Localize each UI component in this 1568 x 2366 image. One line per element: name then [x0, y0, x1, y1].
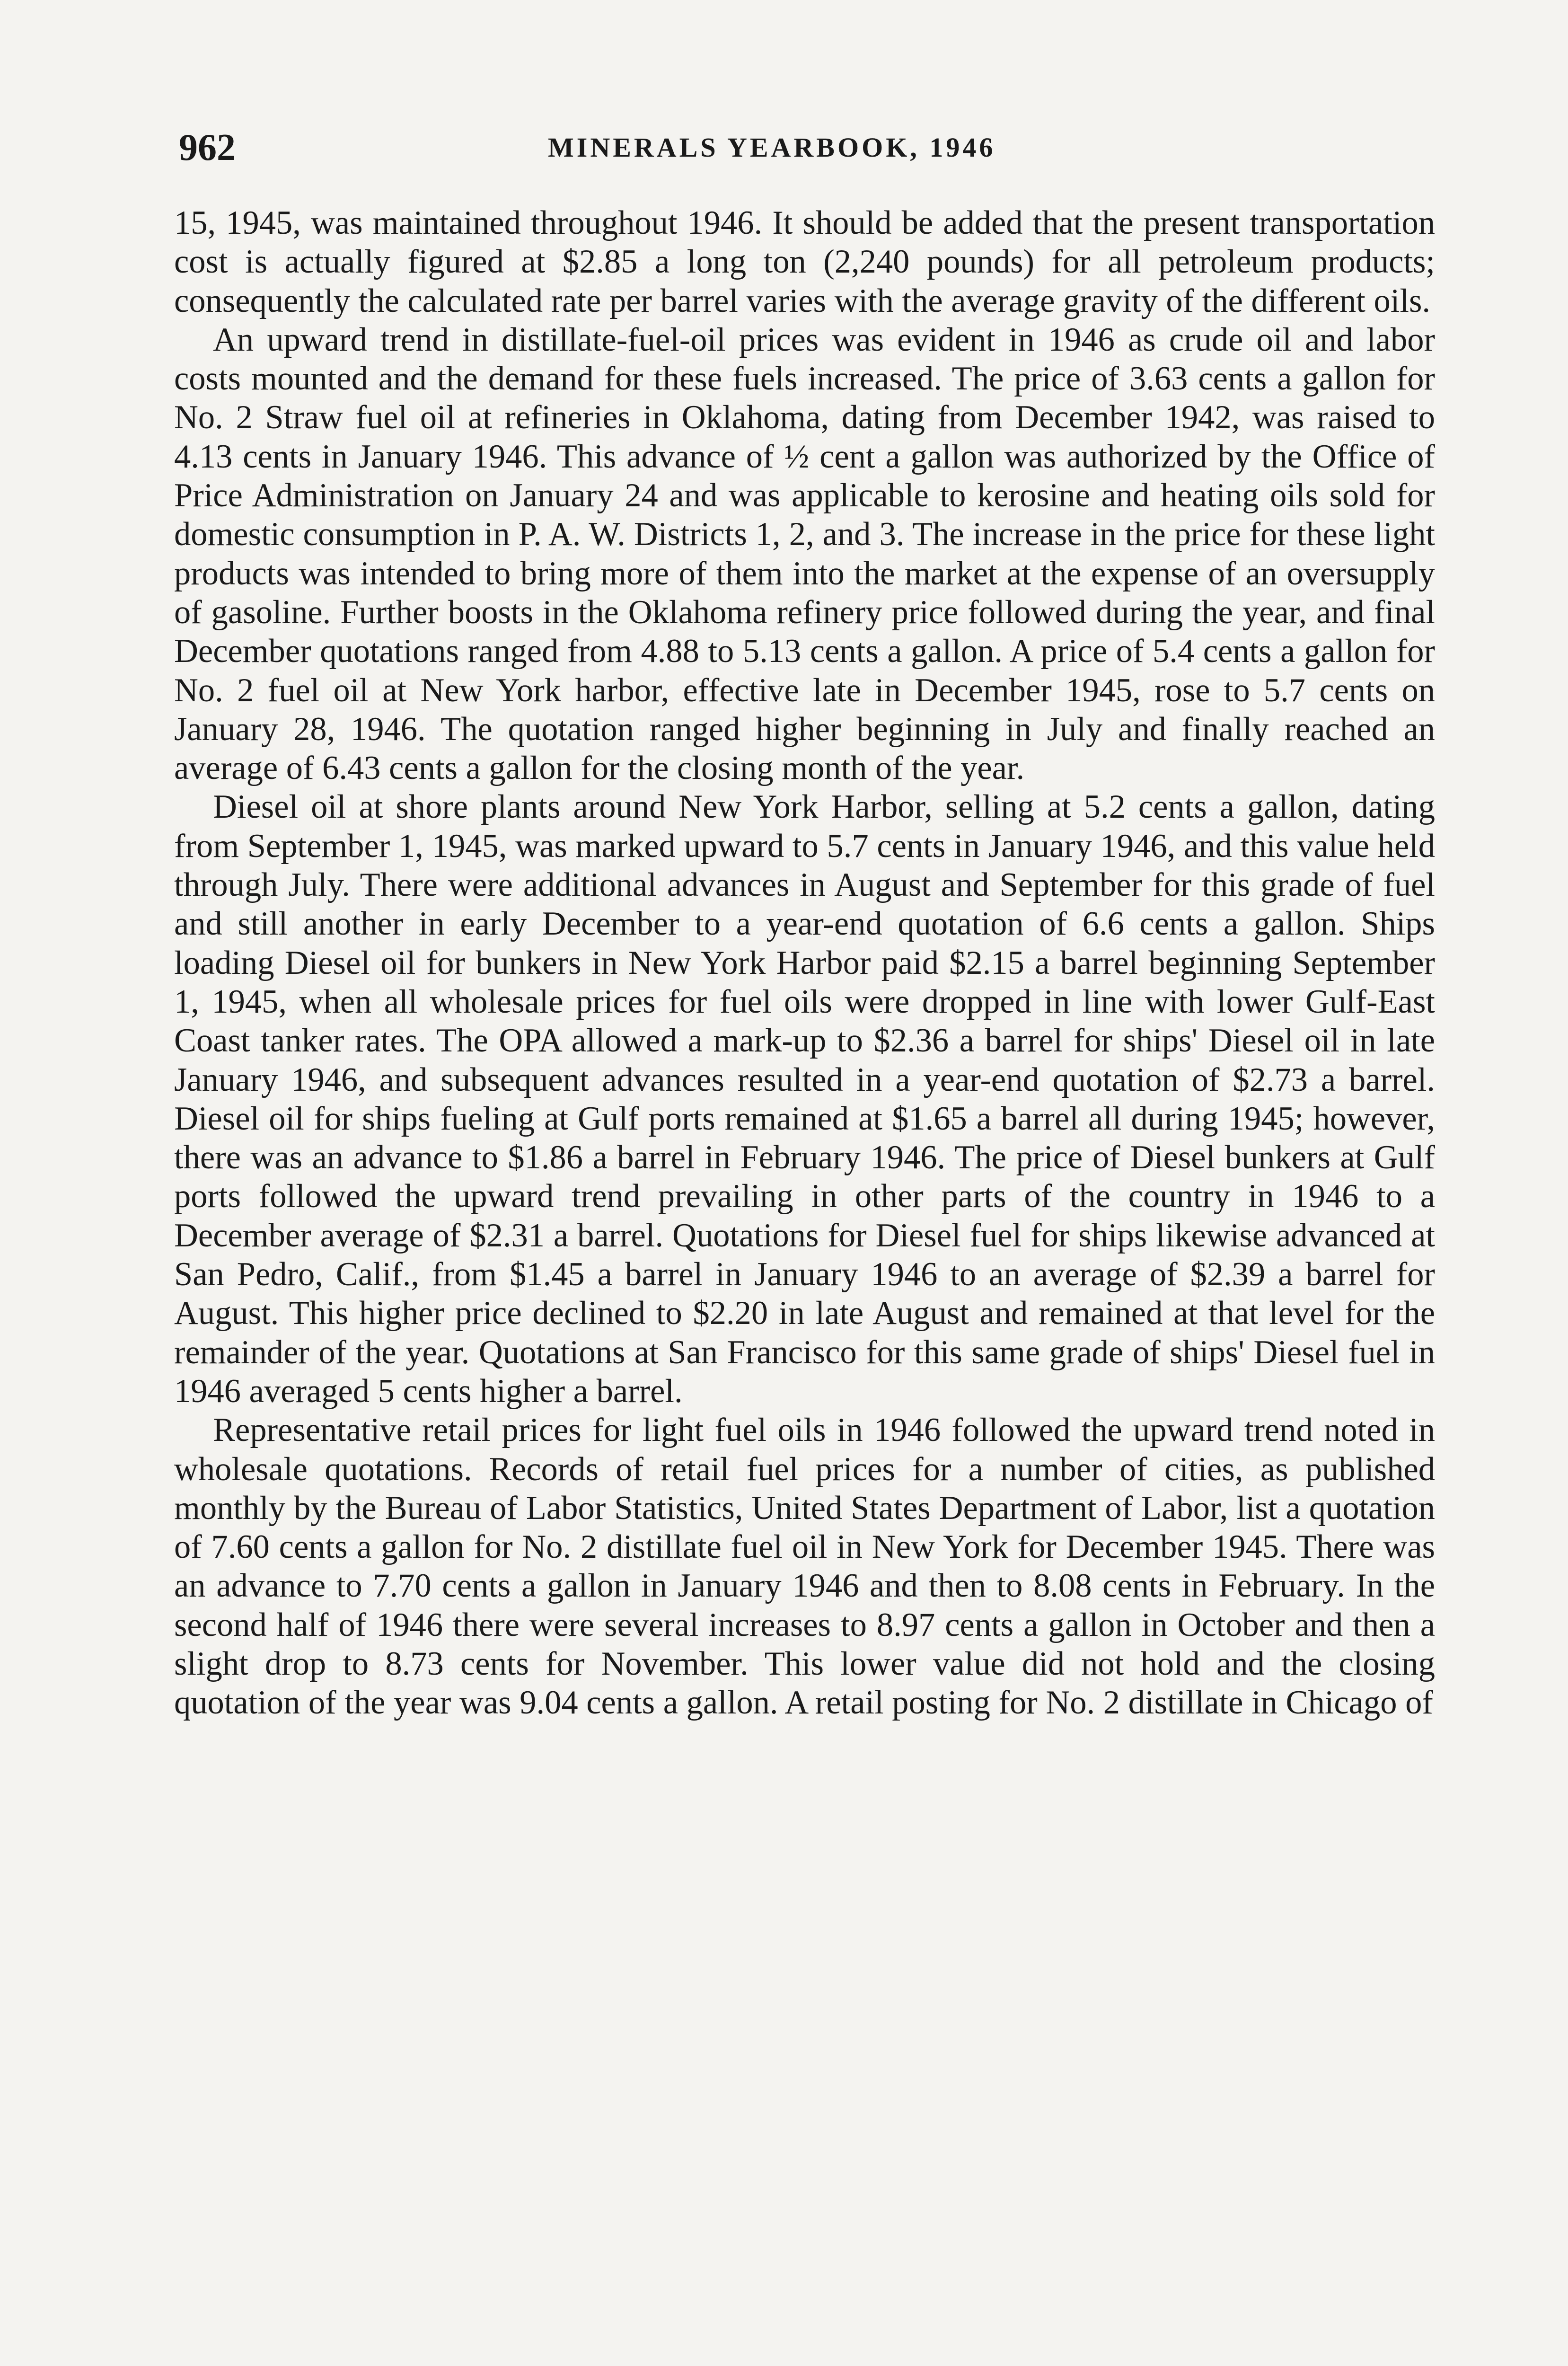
running-head: [179, 124, 1418, 171]
paragraph-continuation: 15, 1945, was maintained throughout 1946. It should be added that the present transportation cost is actually figured at $2.85 a long ton (2,240 pounds) for all petroleum products; consequently the calculated rate per barrel varies with the average gravity of the different oils.: [174, 204, 1435, 319]
paragraph-distillate-prices: An upward trend in distillate-fuel-oil prices was evident in 1946 as crude oil and labor costs mounted and the demand for these fuels increased. The price of 3.63 cents a gallon for No. 2 Straw fuel oil at refineries in Oklahoma, dating from December 1942, was raised to 4.13 cents in January 1946. This advance of ½ cent a gallon was authorized by the Office of Price Administration on January 24 and was applicable to kerosine and heating oils sold for domestic consumption in P. A. W. Districts 1, 2, and 3. The increase in the price for these light products was intended to bring more of them into the market at the expense of an oversupply of gasoline. Further boosts in the Oklahoma refinery price followed during the year, and final December quotations ranged from 4.88 to 5.13 cents a gallon. A price of 5.4 cents a gallon for No. 2 fuel oil at New York harbor, effective late in December 1945, rose to 5.7 cents on January 28, 1946. The quotation ranged higher beginning in July and finally reached an average of 6.43 cents a gallon for the closing month of the year.: [174, 321, 1435, 787]
paragraph-diesel-oil: Diesel oil at shore plants around New York Harbor, selling at 5.2 cents a gallon, dating from September 1, 1945, was marked upward to 5.7 cents in January 1946, and this value held through July. There were additional advances in August and September for this grade of fuel and still another in early December to a year-end quotation of 6.6 cents a gallon. Ships loading Diesel oil for bunkers in New York Harbor paid $2.15 a barrel beginning September 1, 1945, when all wholesale prices for fuel oils were dropped in line with lower Gulf-East Coast tanker rates. The OPA allowed a mark-up to $2.36 a barrel for ships' Diesel oil in late January 1946, and subsequent advances resulted in a year-end quotation of $2.73 a barrel. Diesel oil for ships fueling at Gulf ports remained at $1.65 a barrel all during 1945; however, there was an advance to $1.86 a barrel in February 1946. The price of Diesel bunkers at Gulf ports followed the upward trend prevailing in other parts of the country in 1946 to a December average of $2.31 a barrel. Quotations for Diesel fuel for ships likewise advanced at San Pedro, Calif., from $1.45 a barrel in January 1946 to an average of $2.39 a barrel for August. This higher price declined to $2.20 in late August and remained at that level for the remainder of the year. Quotations at San Francisco for this same grade of ships' Diesel fuel in 1946 averaged 5 cents higher a barrel.: [174, 788, 1435, 1410]
running-title: MINERALS YEARBOOK, 1946: [548, 132, 996, 163]
paragraph-retail-prices: Representative retail prices for light fuel oils in 1946 followed the upward trend noted in wholesale quotations. Records of retail fuel prices for a number of cities, as published monthly by the Bureau of Labor Statistics, United States Department of Labor, list a quotation of 7.60 cents a gallon for No. 2 distillate fuel oil in New York for December 1945. There was an advance to 7.70 cents a gallon in January 1946 and then to 8.08 cents in February. In the second half of 1946 there were several increases to 8.97 cents a gallon in October and then a slight drop to 8.73 cents for November. This lower value did not hold and the closing quotation of the year was 9.04 cents a gallon. A retail posting for No. 2 distillate in Chicago of: [174, 1412, 1435, 1722]
page-number: 962: [179, 127, 236, 168]
body-text: [174, 203, 1435, 1722]
